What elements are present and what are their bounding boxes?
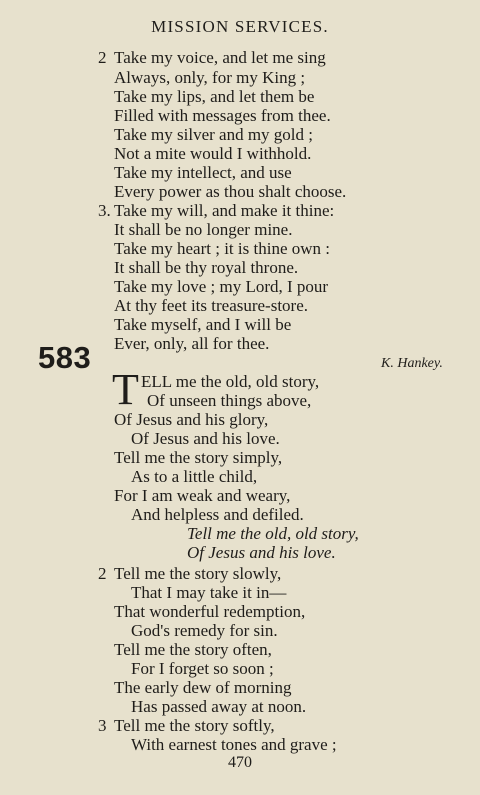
verse-line: Tell me the story simply, bbox=[114, 448, 283, 467]
verse-line: Take my will, and make it thine: bbox=[114, 201, 335, 220]
chorus-line: Tell me the old, old story, bbox=[187, 524, 359, 543]
verse-number: 2 bbox=[98, 48, 107, 67]
hymn-number: 583 bbox=[38, 340, 92, 375]
verse-line: Of Jesus and his glory, bbox=[114, 410, 269, 429]
verse-number: 3 bbox=[98, 716, 107, 735]
verse-line: At thy feet its treasure-store. bbox=[114, 296, 309, 315]
drop-cap: T bbox=[112, 365, 139, 414]
verse-line: Take my heart ; it is thine own : bbox=[114, 239, 330, 258]
verse-line: For I am weak and weary, bbox=[114, 486, 291, 505]
verse-number: 3. bbox=[98, 201, 111, 220]
verse-line: Take my love ; my Lord, I pour bbox=[114, 277, 329, 296]
verse-line: Take my silver and my gold ; bbox=[114, 125, 313, 144]
verse-line: And helpless and defiled. bbox=[131, 505, 304, 524]
verse-line: Not a mite would I withhold. bbox=[114, 144, 312, 163]
verse-line: Ever, only, all for thee. bbox=[114, 334, 270, 353]
verse-line: It shall be thy royal throne. bbox=[114, 258, 299, 277]
page-number: 470 bbox=[228, 754, 252, 771]
verse-line: Tell me the story softly, bbox=[114, 716, 275, 735]
hymn-author: K. Hankey. bbox=[381, 356, 443, 371]
verse-line: For I forget so soon ; bbox=[131, 659, 274, 678]
verse-line: Tell me the story slowly, bbox=[114, 564, 282, 583]
page-header: MISSION SERVICES. bbox=[151, 17, 329, 36]
verse-line: Of Jesus and his love. bbox=[131, 429, 280, 448]
verse-line: Every power as thou shalt choose. bbox=[114, 182, 347, 201]
verse-line: Take my voice, and let me sing bbox=[114, 48, 326, 67]
verse-line: Tell me the story often, bbox=[114, 640, 272, 659]
verse-line: Has passed away at noon. bbox=[131, 697, 307, 716]
verse-line: Take my lips, and let them be bbox=[114, 87, 315, 106]
verse-line: As to a little child, bbox=[131, 467, 258, 486]
verse-line: With earnest tones and grave ; bbox=[131, 735, 337, 754]
verse-line: Of unseen things above, bbox=[147, 391, 312, 410]
verse-line: Filled with messages from thee. bbox=[114, 106, 331, 125]
first-line: ELL me the old, old story, bbox=[141, 372, 320, 391]
verse-line: Take my intellect, and use bbox=[114, 163, 292, 182]
chorus-line: Of Jesus and his love. bbox=[187, 543, 336, 562]
verse-line: God's remedy for sin. bbox=[131, 621, 278, 640]
verse-line: That wonderful redemption, bbox=[114, 602, 306, 621]
verse-line: The early dew of morning bbox=[114, 678, 292, 697]
verse-number: 2 bbox=[98, 564, 107, 583]
verse-line: Always, only, for my King ; bbox=[114, 68, 306, 87]
verse-line: That I may take it in— bbox=[131, 583, 287, 602]
verse-line: Take myself, and I will be bbox=[114, 315, 292, 334]
verse-line: It shall be no longer mine. bbox=[114, 220, 293, 239]
